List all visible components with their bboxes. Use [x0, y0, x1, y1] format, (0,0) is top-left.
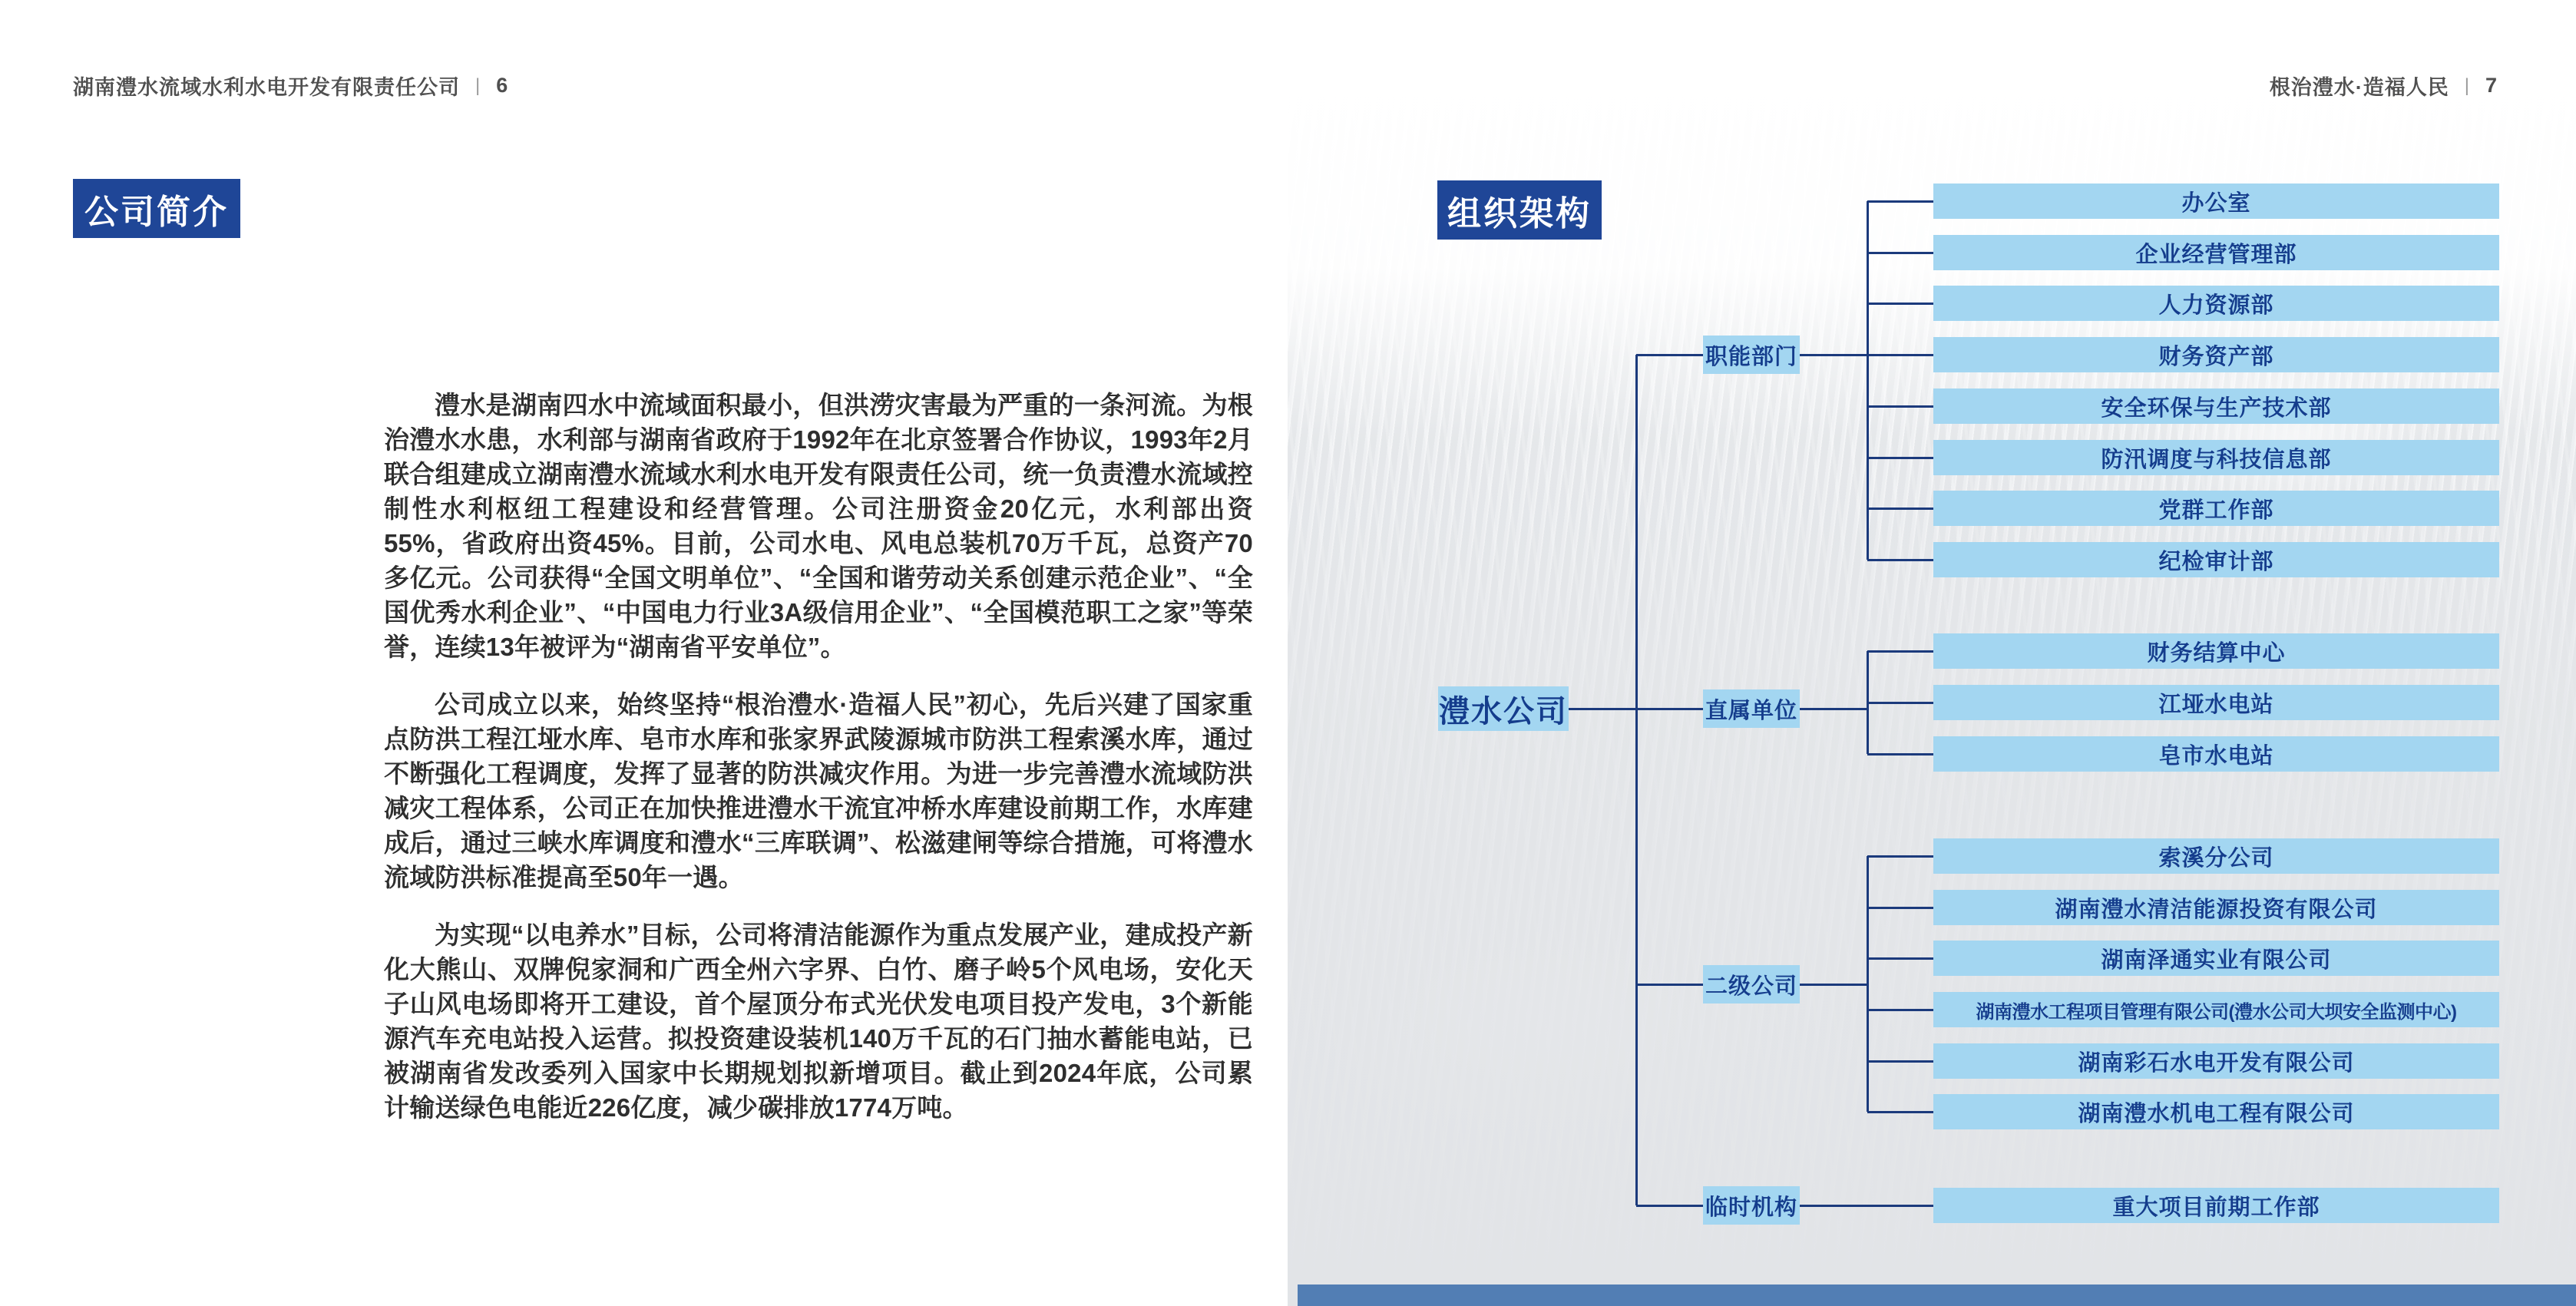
section-title-company-profile: 公司简介: [73, 179, 240, 238]
body-paragraph: 澧水是湖南四水中流域面积最小，但洪涝灾害最为严重的一条河流。为根治澧水水患，水利部与湖南省政府于1992年在北京签署合作协议，1993年2月联合组建成立湖南澧水流域水利水电开发有限责任公司，统一负责澧水流域控制性水利枢纽工程建设和经营管理。公司注册资金20亿元，水利部出资55%，省政府出资45%。目前，公司水电、风电总装机70万千瓦，总资产70多亿元。公司获得“全国文明单位”、“全国和谐劳动关系创建示范企业”、“全国优秀水利企业”、“中国电力行业3A级信用企业”、“全国模范职工之家”等荣誉，连续13年被评为“湖南省平安单位”。: [384, 391, 1253, 661]
company-name: 湖南澧水流域水利水电开发有限责任公司: [73, 76, 460, 99]
page-number-right: 7: [2485, 74, 2498, 97]
org-connector-line: [1867, 650, 1933, 653]
org-child-bar: 湖南澧水清洁能源投资有限公司: [1933, 890, 2499, 925]
org-branch-label: 职能部门: [1703, 336, 1800, 374]
section-title-org-structure: 组织架构: [1437, 180, 1602, 240]
org-child-bar: 安全环保与生产技术部: [1933, 388, 2499, 424]
page-number-left: 6: [496, 74, 509, 97]
org-connector-line: [1867, 354, 1933, 356]
org-child-bar: 重大项目前期工作部: [1933, 1188, 2499, 1223]
org-connector-line: [1867, 957, 1933, 960]
org-connector-line: [1867, 1111, 1933, 1113]
org-child-bar: 纪检审计部: [1933, 542, 2499, 577]
body-text: [384, 388, 1253, 1148]
org-child-bar: 湖南泽通实业有限公司: [1933, 941, 2499, 976]
org-branch-label: 临时机构: [1703, 1186, 1800, 1225]
org-child-bar: 湖南澧水工程项目管理有限公司(澧水公司大坝安全监测中心): [1933, 992, 2499, 1027]
org-connector-line: [1867, 200, 1933, 203]
org-root-node: 澧水公司: [1438, 686, 1569, 731]
slogan: 根治澧水·造福人民: [2269, 76, 2449, 99]
org-connector-line: [1867, 303, 1933, 305]
org-child-bar: 皂市水电站: [1933, 736, 2499, 772]
header-left: [73, 71, 508, 101]
org-connector-line: [1867, 201, 1869, 560]
org-connector-line: [1867, 907, 1933, 909]
header-separator: |: [2464, 74, 2470, 96]
org-child-bar: 人力资源部: [1933, 286, 2499, 321]
org-branch-label: 直属单位: [1703, 689, 1800, 728]
header-separator: |: [475, 74, 481, 96]
org-child-bar: 党群工作部: [1933, 491, 2499, 526]
body-paragraph: 公司成立以来，始终坚持“根治澧水·造福人民”初心，先后兴建了国家重点防洪工程江垭水库、皂市水库和张家界武陵源城市防洪工程索溪水库，通过不断强化工程调度，发挥了显著的防洪减灾作用。为进一步完善澧水流域防洪减灾工程体系，公司正在加快推进澧水干流宜冲桥水库建设前期工作，水库建成后，通过三峡水库调度和澧水“三库联调”、松滋建闸等综合措施，可将澧水流域防洪标准提高至50年一遇。: [384, 690, 1253, 891]
body-paragraph: 为实现“以电养水”目标，公司将清洁能源作为重点发展产业，建成投产新化大熊山、双牌倪家洞和广西全州六字界、白竹、磨子岭5个风电场，安化天子山风电场即将开工建设，首个屋顶分布式光伏发电项目投产发电，3个新能源汽车充电站投入运营。拟投资建设装机140万千瓦的石门抽水蓄能电站，已被湖南省发改委列入国家中长期规划拟新增项目。截止到2024年底，公司累计输送绿色电能近226亿度，减少碳排放1774万吨。: [384, 921, 1253, 1122]
org-connector-line: [1867, 855, 1933, 858]
org-connector-line: [1867, 457, 1933, 459]
org-connector-line: [1867, 559, 1933, 561]
org-child-bar: 湖南澧水机电工程有限公司: [1933, 1094, 2499, 1129]
org-child-bar: 防汛调度与科技信息部: [1933, 440, 2499, 475]
org-child-bar: 索溪分公司: [1933, 838, 2499, 874]
org-child-bar: 湖南彩石水电开发有限公司: [1933, 1043, 2499, 1079]
org-connector-line: [1635, 355, 1638, 1205]
org-branch-label: 二级公司: [1703, 965, 1800, 1003]
org-connector-line: [1867, 405, 1933, 408]
org-connector-line: [1867, 753, 1933, 755]
header-right: [2270, 71, 2498, 101]
org-connector-line: [1867, 1060, 1933, 1063]
org-child-bar: 江垭水电站: [1933, 685, 2499, 720]
org-connector-line: [1867, 252, 1933, 254]
org-child-bar: 财务结算中心: [1933, 633, 2499, 669]
org-connector-line: [1867, 508, 1933, 510]
org-connector-line: [1867, 1009, 1933, 1011]
org-connector-line: [1867, 702, 1933, 704]
org-child-bar: 财务资产部: [1933, 337, 2499, 372]
org-connector-line: [1867, 856, 1869, 1112]
org-child-bar: 办公室: [1933, 184, 2499, 219]
org-child-bar: 企业经营管理部: [1933, 235, 2499, 270]
